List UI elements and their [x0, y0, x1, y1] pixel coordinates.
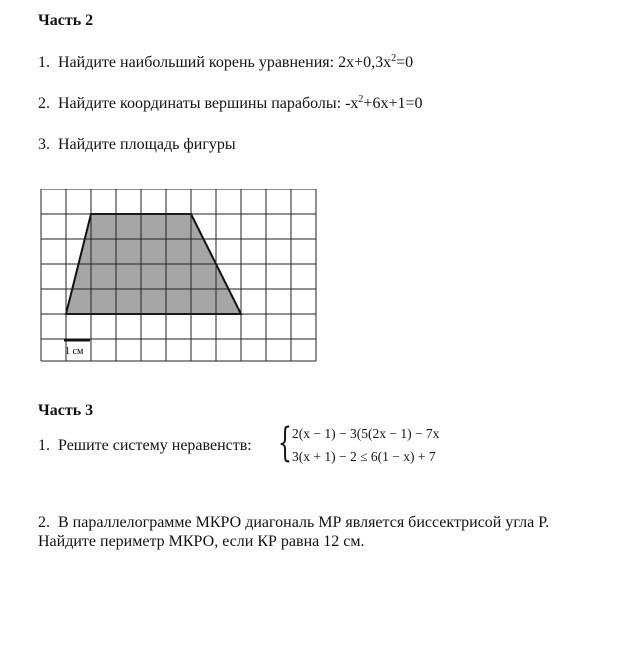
task-number: 2.: [38, 514, 50, 531]
system-brace: {: [278, 420, 292, 466]
task-2-1: [38, 54, 413, 72]
task-2-3: [38, 136, 236, 154]
exponent: 2: [391, 53, 397, 64]
task-2-2: [38, 95, 423, 113]
task-text: Найдите координаты вершины параболы: -x: [58, 95, 359, 112]
task-tail: =0: [396, 54, 414, 71]
task-number: 3.: [38, 136, 50, 153]
task-tail: +6x+1=0: [363, 95, 423, 112]
part2-heading: Часть 2: [38, 12, 94, 29]
scale-label: 1 см: [65, 346, 84, 357]
inequality-line-2: 3(x + 1) − 2 ≤ 6(1 − x) + 7: [292, 449, 436, 464]
task-3-2-line-2: Найдите периметр МКРО, если КР равна 12 см.: [38, 533, 365, 550]
task-text: Решите систему неравенств:: [58, 437, 252, 454]
task-number: 2.: [38, 95, 50, 112]
task-number: 1.: [38, 437, 50, 454]
task-text-line-1: В параллелограмме МКРО диагональ МР является биссектрисой угла Р.: [58, 514, 550, 531]
task-text: Найдите площадь фигуры: [58, 136, 236, 153]
task-3-1: [38, 437, 252, 455]
exponent: 2: [358, 94, 364, 105]
task-3-2: [38, 514, 549, 532]
trapezoid-grid-figure: [40, 189, 317, 363]
task-number: 1.: [38, 54, 50, 71]
inequality-line-1: 2(x − 1) − 3(5(2x − 1) − 7x: [292, 426, 440, 441]
part3-heading: Часть 3: [38, 402, 94, 419]
task-text: Найдите наибольший корень уравнения: 2x+0,3x: [58, 54, 392, 71]
